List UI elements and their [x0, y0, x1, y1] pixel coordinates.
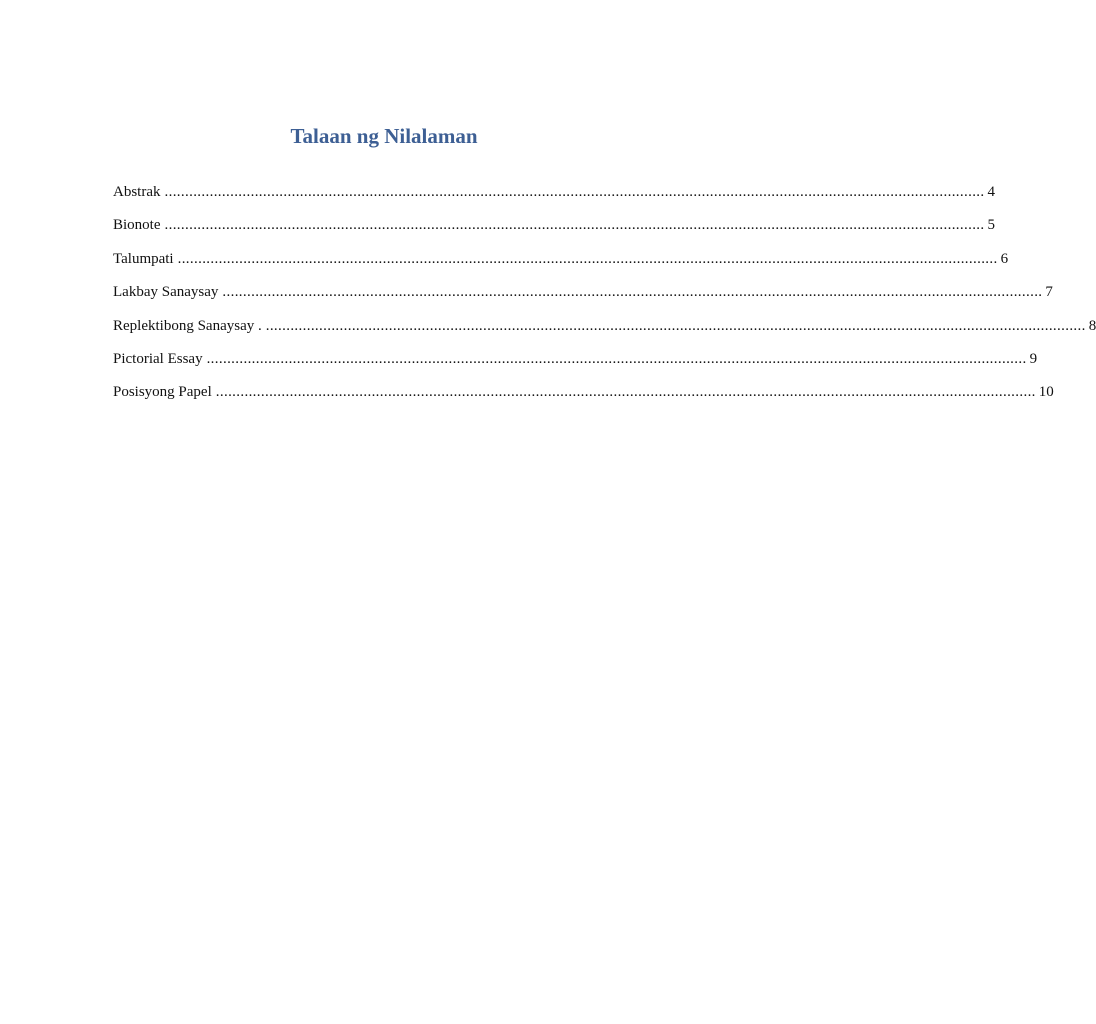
toc-entry-label: Lakbay Sanaysay	[113, 284, 219, 301]
toc-entry-page: 7	[1045, 284, 1053, 301]
toc-entry-label: Abstrak	[113, 184, 161, 200]
toc-leader-dots: ........................................................................................................................................................................................................	[177, 250, 998, 267]
toc-leader-dots: ........................................................................................................................................................................................................	[265, 317, 1086, 334]
toc-entry-bionote	[113, 215, 995, 248]
toc-leader-dots: ........................................................................................................................................................................................................	[206, 350, 1027, 367]
toc-entry-page: 9	[1029, 350, 1038, 367]
toc-entry-label: Bionote	[113, 217, 161, 234]
toc-entry-page: 5	[987, 217, 995, 234]
toc-entry-replektibong-sanaysay	[113, 316, 1096, 349]
toc-entry-page: 10	[1038, 384, 1054, 401]
toc-leader-dots: ........................................................................................................................................................................................................	[215, 384, 1036, 401]
toc-title: Talaan ng Nilalaman	[290, 124, 478, 148]
toc-leader-dots: ........................................................................................................................................................................................................	[222, 284, 1043, 301]
toc-entry-label: Posisyong Papel	[113, 384, 212, 401]
toc-entry-page: 4	[987, 184, 995, 200]
toc-entry-page: 8	[1088, 317, 1096, 334]
toc-entry-label: Replektibong Sanaysay .	[113, 317, 262, 334]
toc-leader-dots: ........................................................................................................................................................................................................	[164, 184, 985, 200]
toc-entry-lakbay-sanaysay	[113, 282, 1053, 315]
toc-list	[113, 182, 1096, 416]
toc-entry-pictorial-essay	[113, 349, 1038, 382]
toc-entry-abstrak	[113, 182, 995, 215]
toc-entry-page: 6	[1000, 250, 1009, 267]
toc-entry-talumpati	[113, 249, 1009, 282]
toc-entry-label: Pictorial Essay	[113, 350, 203, 367]
toc-leader-dots: ........................................................................................................................................................................................................	[164, 217, 985, 234]
toc-entry-label: Talumpati	[113, 250, 174, 267]
toc-entry-posisyong-papel	[113, 382, 1054, 415]
